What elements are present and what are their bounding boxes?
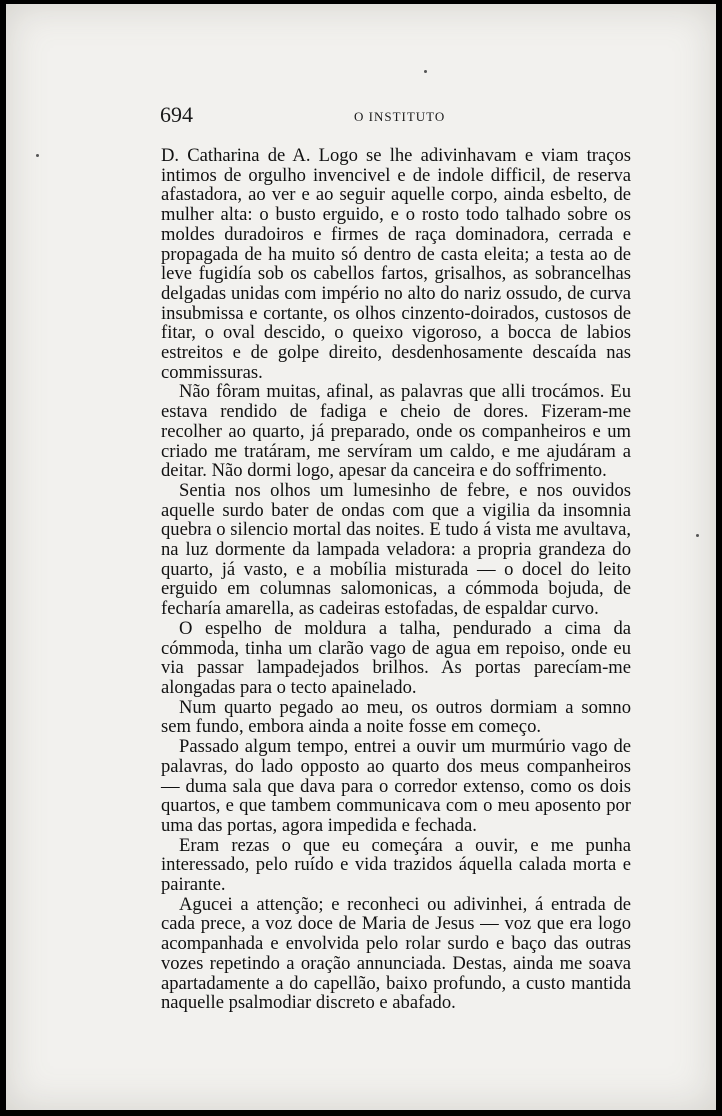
paragraph: Num quarto pegado ao meu, os outros dormiam a somno sem fundo, embora ainda a noite fosse em começo. <box>161 696 631 738</box>
paragraph: Não fôram muitas, afinal, as palavras que alli trocámos. Eu estava rendido de fadiga e cheio de dores. Fizeram-me recolher ao quarto, já preparado, onde os companheiros e um criado me tratáram, me servíram um caldo, e me ajudáram a deitar. Não dormi logo, apesar da canceira e do soffrimento. <box>161 381 631 482</box>
paper-speck <box>696 534 699 537</box>
book-page <box>6 4 716 1110</box>
body-text <box>161 146 631 1013</box>
paragraph: Agucei a attenção; e reconheci ou adivinhei, á entrada de cada prece, a voz doce de Maria de Jesus — voz que era logo acompanhada e envolvida pelo rolar surdo e baço das outras vozes repetindo a oração annunciada. Destas, ainda me soava apartadamente a do capellão, baixo profundo, a custo mantida naquelle psalmodiar discreto e abafado. <box>161 893 631 1014</box>
paper-speck <box>36 154 39 157</box>
paragraph: Eram rezas o que eu começára a ouvir, e me punha interessado, pelo ruído e vida trazidos áquella calada morta e pairante. <box>161 834 631 896</box>
running-title: O INSTITUTO <box>354 109 446 124</box>
paragraph: D. Catharina de A. Logo se lhe adivinhavam e viam traços intimos de orgulho invencivel e de indole difficil, de reserva afastadora, ao ver e ao seguir aquelle corpo, ainda esbelto, de mulher alta: o busto erguido, e o rosto todo talhado sobre os moldes duradoiros e firmes de raça dominadora, cerrada e propagada de ha muito só dentro de casta eleita; a testa ao de leve fugidía sob os cabellos fartos, grisalhos, as sobrancelhas delgadas unidas com império no alto do nariz ossudo, de curva insubmissa e cortante, os olhos cinzento-doirados, custosos de fitar, o oval descido, o queixo vigoroso, a bocca de labios estreitos e de golpe direito, desdenhosamente descaída nas commissuras. <box>161 145 631 383</box>
paragraph: O espelho de moldura a talha, pendurado a cima da cómmoda, tinha um clarão vago de agua em repoiso, onde eu via passar lampadejados brilhos. As portas parecíam-me alongadas para o tecto apainelado. <box>161 617 631 698</box>
paper-speck <box>424 70 427 73</box>
paragraph: Sentia nos olhos um lumesinho de febre, e nos ouvidos aquelle surdo bater de ondas com que a vigilia da insomnia quebra o silencio mortal das noites. E tudo á vista me avultava, na luz dormente da lampada veladora: a propria grandeza do quarto, já vasto, e a mobília misturada — o docel do leito erguido em columnas salomonicas, a cómmoda bojuda, de fecharía amarella, as cadeiras estofadas, de espaldar curvo. <box>161 479 631 620</box>
page-number: 694 <box>160 102 193 127</box>
paragraph: Passado algum tempo, entrei a ouvir um murmúrio vago de palavras, do lado opposto ao quarto dos meus companheiros — duma sala que dava para o corredor extenso, como os dois quartos, e que tambem communicava com o meu aposento por uma das portas, agora impedida e fechada. <box>161 736 631 836</box>
page-header <box>156 102 636 132</box>
